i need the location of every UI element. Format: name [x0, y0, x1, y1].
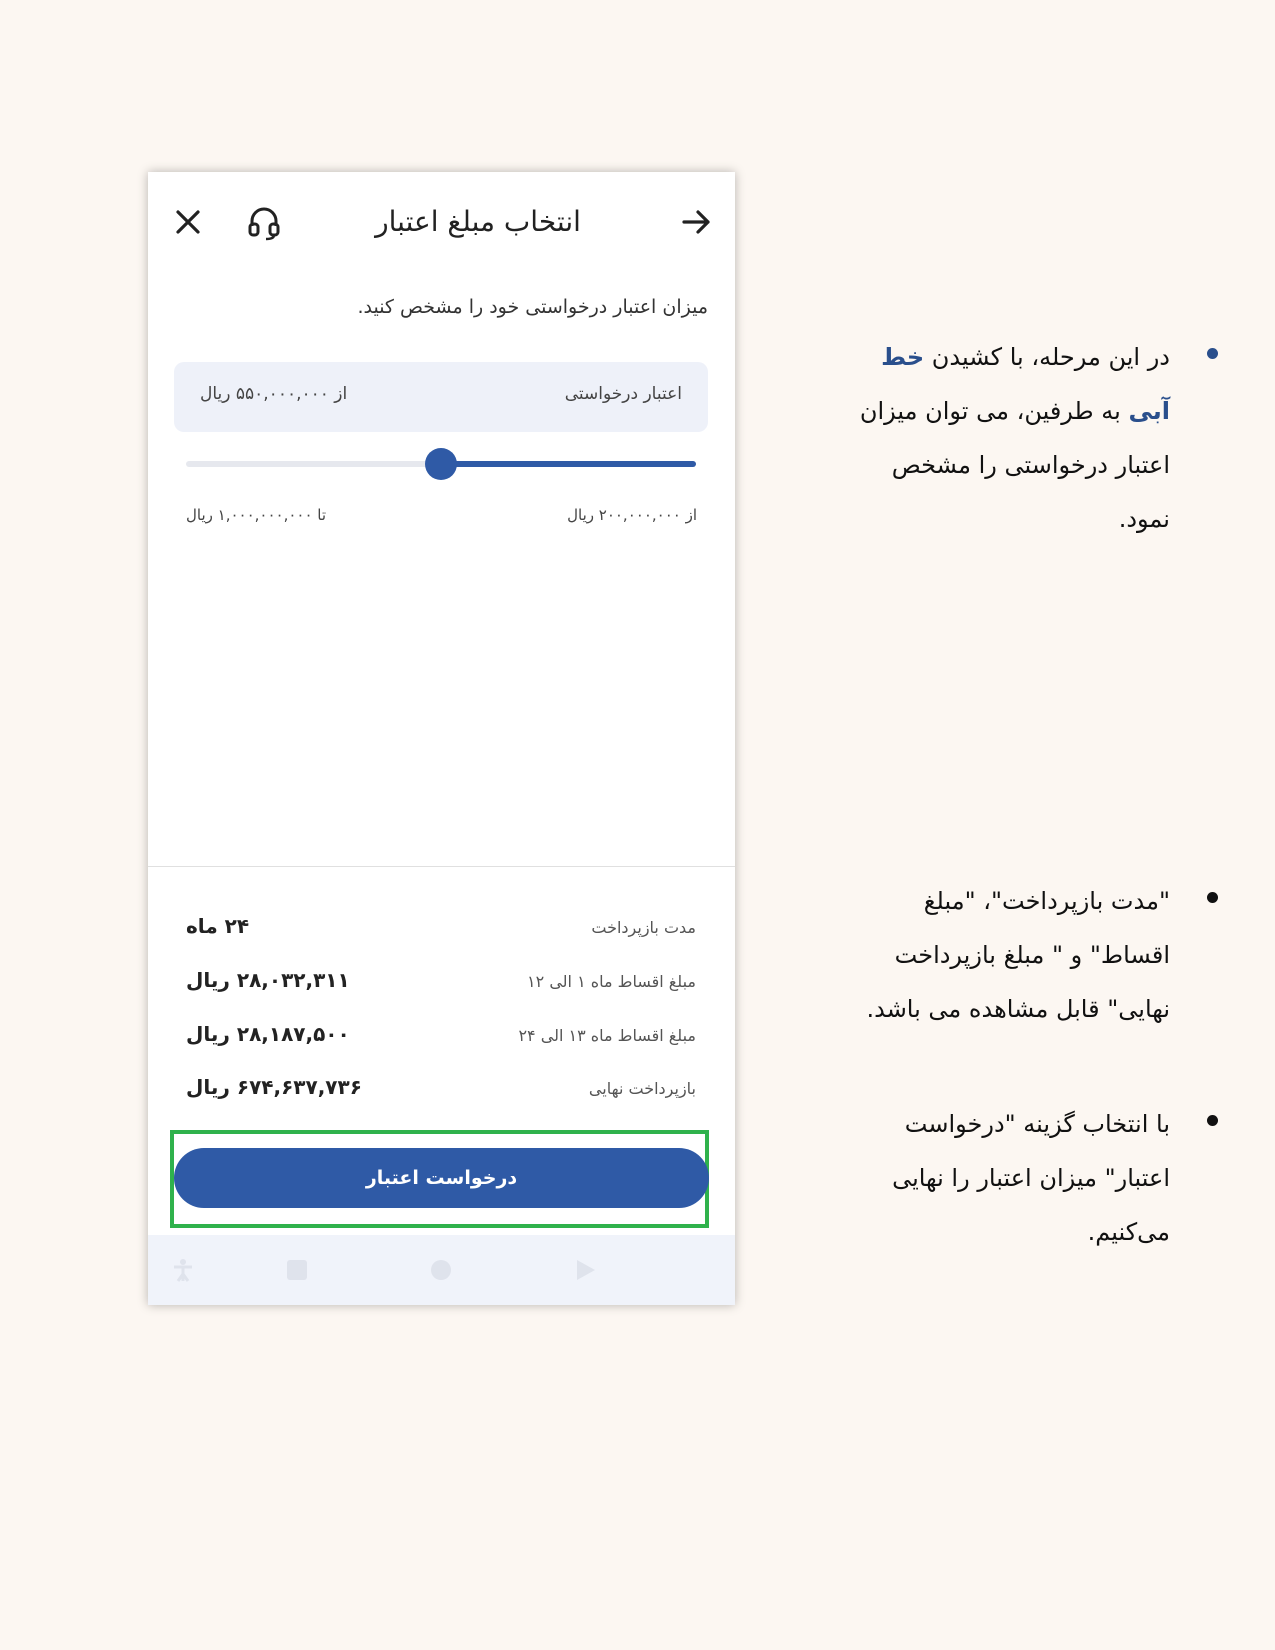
instruction-line: [790, 330, 1170, 384]
home-icon[interactable]: [428, 1257, 454, 1283]
slider-max-label: تا ۱,۰۰۰,۰۰۰,۰۰۰ ریال: [186, 506, 327, 524]
detail-value: ۲۴ ماه: [186, 914, 250, 938]
instruction-text: به طرفین، می توان میزان: [859, 397, 1129, 425]
system-nav-bar: [148, 1235, 735, 1305]
slider-min-label: از ۲۰۰,۰۰۰,۰۰۰ ریال: [567, 506, 697, 524]
instruction-line: نمود.: [1118, 505, 1170, 533]
instruction-emphasis: آبی: [1128, 397, 1170, 425]
credit-value: از ۵۵۰,۰۰۰,۰۰۰ ریال: [200, 384, 348, 404]
slider-fill: [441, 461, 696, 467]
request-credit-button[interactable]: درخواست اعتبار: [174, 1148, 709, 1208]
credit-label: اعتبار درخواستی: [564, 384, 682, 404]
phone-screen: [148, 172, 735, 1305]
instruction-line: نهایی" قابل مشاهده می باشد.: [866, 995, 1170, 1023]
back-icon[interactable]: [572, 1257, 598, 1283]
accessibility-icon[interactable]: [170, 1257, 196, 1283]
detail-row: [186, 912, 696, 946]
instruction-line: اقساط" و " مبلغ بازپرداخت: [894, 941, 1170, 969]
detail-value: ۲۸,۱۸۷,۵۰۰ ریال: [186, 1022, 350, 1046]
detail-label: بازپرداخت نهایی: [588, 1079, 696, 1098]
recents-icon[interactable]: [284, 1257, 310, 1283]
detail-row: [186, 1073, 696, 1107]
close-icon[interactable]: [168, 202, 208, 242]
instruction-emphasis: خط: [881, 343, 925, 371]
divider: [148, 866, 735, 867]
instruction-2: [790, 874, 1170, 1036]
bullet-dot: [1207, 1115, 1218, 1126]
arrow-right-icon[interactable]: [676, 202, 716, 242]
instruction-1: [790, 330, 1170, 546]
top-bar: [148, 172, 735, 272]
slider-thumb[interactable]: [425, 448, 457, 480]
instruction-line: اعتبار" میزان اعتبار را نهایی: [892, 1164, 1170, 1192]
instruction-line: اعتبار درخواستی را مشخص: [891, 451, 1170, 479]
detail-value: ۲۸,۰۳۲,۳۱۱ ریال: [186, 968, 350, 992]
detail-row: [186, 1020, 696, 1054]
detail-label: مبلغ اقساط ماه ۱ الی ۱۲: [527, 972, 696, 991]
headset-icon[interactable]: [244, 202, 284, 242]
detail-label: مبلغ اقساط ماه ۱۳ الی ۲۴: [518, 1026, 696, 1045]
instruction-line: "مدت بازپرداخت"، "مبلغ: [923, 887, 1170, 915]
detail-label: مدت بازپرداخت: [591, 918, 696, 937]
detail-row: [186, 966, 696, 1000]
instruction-line: [790, 384, 1170, 438]
instruction-line: با انتخاب گزینه "درخواست: [904, 1110, 1170, 1138]
instruction-line: می‌کنیم.: [1087, 1218, 1170, 1246]
instruction-3: [790, 1097, 1170, 1259]
bullet-dot: [1207, 892, 1218, 903]
page-title: انتخاب مبلغ اعتبار: [375, 205, 581, 238]
requested-credit-box: [174, 362, 708, 432]
detail-value: ۶۷۴,۶۳۷,۷۳۶ ریال: [186, 1075, 362, 1099]
instruction-text: در این مرحله، با کشیدن: [924, 343, 1170, 371]
bullet-dot: [1207, 348, 1218, 359]
subtitle: میزان اعتبار درخواستی خود را مشخص کنید.: [357, 296, 708, 318]
credit-slider[interactable]: [186, 444, 696, 484]
